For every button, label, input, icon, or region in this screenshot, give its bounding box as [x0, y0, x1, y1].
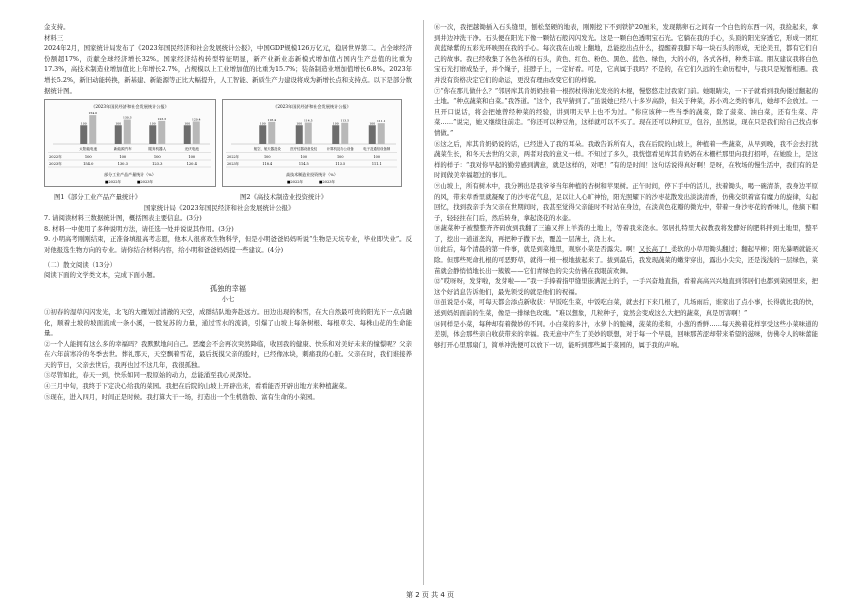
- essay-paragraph-3: ③尽管如此，春天一到，快乐如同一股原始的动力，总能涌至我心灵深处。: [44, 371, 255, 380]
- bar-label-2023: 114.5: [303, 118, 313, 123]
- bar-2022: [296, 125, 303, 144]
- material-3-title: 材料三: [44, 33, 64, 42]
- figure-source-caption: 国家统计局《2023年国民经济和社会发展统计公报》: [144, 204, 295, 213]
- row-label-2022: 2022年: [227, 155, 240, 160]
- table-cell-2023: 113.5: [335, 162, 346, 167]
- table-cell-2022: 100: [373, 155, 380, 160]
- category-label: 计算机及办公设备: [326, 147, 354, 152]
- bar-label-2022: 100: [259, 121, 266, 126]
- essay-author: 小七: [221, 295, 235, 304]
- essay-paragraph-4: ④三月中旬，我终于下定决心给我的菜园。我把在后院的山坡上开辟出来，看看能否开辟出地方来种植蔬菜。: [44, 382, 351, 391]
- essay-paragraph-7: ⑦“你在那儿做什么？”邻居库其肯奶奶拄着一根拐杖得油光发亮的木棍，慢悠悠走过我家门前。她眼睛尖，一下子就看到我佝偻过翻起的土地。“种点蔬菜和白菜。”我答道。“这个，我早猜到了。”虽说她已经八十多岁高龄，但关于种菜，苏小鸡之类的事儿，她却不会放过。一旦开口说话，将会把她曾经种菜的经验，讲到明天早上也不为过。“你应该种一些当季的蔬菜，除了菠菜、油白菜，还有生菜、芹菜……”说完，她又继续往前走。“你还可以种豆角，这样就可以不买了。现在还可以种豇豆，包谷，虽然说，现在只是我们给自己找点事情做。”: [434, 86, 818, 137]
- chart-2-title: 《2023年国民经济和社会发展统计公报》: [273, 104, 351, 110]
- chart-2-legend-a: ■2022年: [287, 180, 304, 185]
- essay-paragraph-10: ⑩蔬菜种子被整整齐齐码放到我翻了三遍又拌上羊粪的土地上，等着我来浇水。邻居扎特里大叔教我将发酵好的肥料拌到土地里，整平了，挖出一道道垄沟，再把种子撒下去，覆盖一层薄土，浇上水。: [434, 224, 818, 243]
- category-label: 医疗仪器设备及仪: [290, 147, 318, 152]
- bar-label-2022: 100: [149, 121, 156, 126]
- chart-1-title: 《2023年国民经济和社会发展统计公报》: [91, 104, 169, 110]
- chart-2-legend-b: ■2023年: [319, 180, 336, 185]
- chart-2: [222, 99, 402, 187]
- continuation-line: 金支持。: [44, 23, 70, 31]
- chart-area: [44, 99, 412, 211]
- chart-1-legend-b: ■2023年: [137, 180, 154, 185]
- right-column: [434, 22, 818, 350]
- bar-2023: [268, 122, 275, 144]
- row-label-2022: 2022年: [49, 155, 62, 160]
- category-label: 太阳能电池: [79, 147, 98, 152]
- bar-label-2022: 100: [115, 121, 122, 126]
- row-label-2023: 2023年: [227, 162, 240, 167]
- bar-label-2023: 111.1: [376, 119, 386, 124]
- bar-2022: [332, 125, 339, 144]
- bar-2022: [184, 125, 191, 144]
- question-7: 7. 请阅读材料三数据统计图，概括图表主要信息。(3分): [44, 214, 202, 223]
- essay-paragraph-13: ⑬虽说是小菜，可每天都会添点新收获：早饭吃生菜，中饭吃白菜，就去打下来几根了，几场雨后，谁家出了点小事，长得就比我的快，送到妈妈面前的生菜，像是一排绿色玫瑰。“难以想象，几粒种子，竟然会变成这么大把的蔬菜，真是厉害啊！”: [434, 298, 818, 318]
- bar-label-2023: 113.5: [340, 118, 350, 123]
- bar-label-2023: 123.3: [157, 117, 167, 122]
- essay-paragraph-11: [434, 244, 818, 276]
- table-cell-2022: 100: [337, 155, 344, 160]
- bar-2023: [124, 120, 131, 144]
- essay-paragraph-6: ⑥一次，我把越锄插入石头缝里，刨松坚硬的地表，刚刚挖下不到铁铲20厘米，发现鹅卵石之间有一个白色的东西一闪，我捡起来，拿到井边冲洗干净。石头便在阳光下像一颗钻石般闪闪发光。这是一颗白色透明宝石光。它躺在我的手心，头顶的阳光穿透它，形成一团红黄蓝绿紫的五彩光环映照在我的手心。每次我在山坡上翻地，总能挖出点什么，提醒着我脚下每一块石头的形成，无论美丑，都有它们自己的故事。我已经收集了各色各样的石头，黄色、红色、粉色、黑色、蓝色、绿色，大的小的，各式各样，种类丰富。朋友建议我将白色宝石光打磨成坠子，并个绳子，挂脖子上，一定好看。可是，它真属于我吗？不是的，在它们久远的生命历程中，与我只是短暂相遇。我并没有资格决定它们的命运，更没有理由改变它们的样貌。: [434, 23, 818, 84]
- bar-label-2022: 100: [184, 121, 191, 126]
- row-label-2023: 2023年: [49, 162, 62, 167]
- table-cell-2022: 100: [300, 155, 307, 160]
- bar-label-2022: 100: [332, 121, 339, 126]
- chart-1: [44, 99, 216, 187]
- bar-label-2022: 100: [80, 121, 87, 126]
- p11-end: 柔软的小草用锄头翻过；翻起早柳；阳光暴晒就能灭除。但那些死命扎根的可恶野草，就得一根一根地拔起来了。拔到最后，我发现蔬菜的嫩芽穿出，露出小尖尖，还是浅浅的一层绿色，菜苗就会静悄悄地长出一簇簇——它们青绿色的尖尖仿佛在我眼前欢舞。: [434, 245, 819, 275]
- essay-paragraph-5: ⑤现在，进入四月，时间正是时候。我打算大干一场，打造出一个生机勃勃、富有生命的小菜园。: [44, 392, 319, 401]
- category-label: 航空、航天器及设: [253, 147, 281, 152]
- column-divider: [423, 20, 424, 585]
- material-3-text: 2024年2月，国家统计局发布了《2023年国民经济和社会发展统计公报》，中国GDP规模126万亿元，稳居世界第二。占全球经济份额超17%，贡献全球经济增长32%。国家经济结构转型特征明显，新产业新业态新模式增加值占国内生产总值的比重为17.3%，高技术制造业增加值比上年增长2.7%，占规模以上工业增加值的比重为15.7%；装备制造业增加值增长6.8%。2023年增长5.2%，新旧动能转换，新基建、新能源等正比大幅提升，人工智能、新质生产力建设将成为新增长点和支持点。以下是部分数据统计图。: [44, 44, 412, 95]
- essay-paragraph-14: ⑭同样是小菜，每种却有着微妙的不同。小白菜的多汁，水萝卜的脆辣，菠菜的柔和，小葱的香鲜……每天换着花样享受这些小菜味道的差别，体会那些亲自收获带来的幸福。我无意中产生了美妙的联想，对于每一个早晨，回味那苦涩却带来希望的滋味，仿佛令人的味蕾能够打开心里那扇门，简单冲洗便可以放下一切，能听到那些属于菜园的，属于我的声响。: [434, 319, 818, 349]
- figure-1-caption: 图1《部分工业产品产量统计》: [54, 193, 142, 202]
- question-8: 8. 材料一中使用了多种说明方法，请任选一处并说说其作用。(3分): [44, 224, 234, 233]
- table-cell-2023: 118.4: [262, 162, 273, 167]
- essay-title: 孤独的幸福: [210, 283, 246, 293]
- chart-1-svg: [45, 100, 215, 186]
- bar-2022: [115, 125, 122, 144]
- section-2-heading: （二）散文阅读（13分）: [44, 260, 117, 269]
- essay-paragraph-8: ⑧这之后，库其肯奶奶说的话，已经进入了我的耳朵。我敢告诉所有人，我在后院的山坡上，种植着一些蔬菜，从早到晚，我不会去打扰蔬菜生长，和冬天去世的父亲，两者对我的意义一样。不知过了多久，我恍惚看见库其肯奶奶在木栅栏那里向我打招呼，在她脸上，是这样的样子：“我对你早起的勤劳感到满意，就是这样的，对吧！”有的是时间！这句话说得真好啊！是呀，在牧场的慢生活中，我们有的是时间做美幸福超过的事儿。: [434, 139, 818, 180]
- bar-label-2023: 118.4: [267, 117, 277, 122]
- chart-2-bottom: 高技术制造业投资统计（%）: [286, 172, 338, 178]
- category-label: 新能源汽车: [113, 147, 132, 152]
- section-2-instruction: 阅读下面的文学类文本，完成下面小题。: [44, 271, 160, 280]
- page-footer: 第 2 页 共 4 页: [405, 591, 455, 599]
- table-cell-2022: 100: [84, 155, 92, 160]
- category-label: 光伏电池: [184, 147, 199, 152]
- table-cell-2023: 130.3: [117, 162, 128, 167]
- table-cell-2023: 120.4: [186, 162, 197, 167]
- bar-label-2022: 100: [369, 121, 376, 126]
- figure-2-caption: 图2《高技术制造业投资统计》: [240, 193, 328, 202]
- table-cell-2022: 100: [119, 155, 127, 160]
- chart-1-bottom: 部分工业产品产量统计（%）: [104, 172, 156, 178]
- bar-2022: [149, 125, 156, 144]
- chart-1-legend-a: ■2022年: [105, 180, 122, 185]
- table-cell-2023: 111.1: [371, 162, 382, 167]
- table-cell-2022: 100: [264, 155, 271, 160]
- category-label: 服务机器人: [148, 147, 167, 152]
- table-cell-2023: 154.0: [83, 162, 94, 167]
- chart-2-svg: [223, 100, 401, 186]
- bar-2023: [89, 115, 96, 144]
- table-cell-2023: 123.3: [152, 162, 163, 167]
- p11-start: ⑪此后，每个清晨的第一件事，就是到菜地里，观察小菜是否露尖。啊！: [434, 245, 639, 254]
- essay-paragraph-12: ⑫“哎呀呀，发芽啦，发芽啦——”我一手捧着指甲缝里嵌满泥土的手，一手兴奋地直指，看着高高兴兴地直到邻居们也都到菜园里来，把这个好消息告诉他们，最先领受的就是他们的祝福。: [434, 277, 818, 296]
- bar-label-2022: 100: [296, 121, 303, 126]
- question-9: 9. 小明高考刚刚结束，正准备填报高考志愿，他本人很喜欢生物科学，但是小明爸爸妈妈听说“生物是天坑专业，毕业即失业”。反对他报选生物方向的专业。请你结合材料内容，给小明和爸爸妈妈提一些建议。(4分): [44, 235, 412, 254]
- bar-2023: [378, 123, 385, 144]
- p11-underlined: 又长高了！: [638, 245, 671, 254]
- bar-2023: [341, 123, 348, 144]
- table-cell-2023: 114.5: [298, 162, 309, 167]
- left-column: [44, 22, 412, 402]
- bar-label-2023: 120.4: [191, 117, 201, 122]
- bar-2022: [369, 125, 376, 144]
- bar-2022: [80, 125, 87, 144]
- bar-2023: [158, 121, 165, 144]
- essay-paragraph-9: ⑨山坡上，所有树木中，我分辨出是我爷爷当年种植的杏树和苹果树。正午时间，停下手中的活儿，扶着锄头，喝一碗清茶，我身边平原的风，带来草香里就凝聚了的沙枣花气息，足以让人心旷神怡，阳光照耀下的沙枣花散发出淡淡清香，仿佛交织着富有魔力的旋律，勾起回忆，找到我亲手为父亲在世期间时，我甚至觉得父亲能时不时站在身边，在淡黄色花瓣的微光中，带着一身沙枣花的香味儿，他摘下帽子，轻轻拄在门后，然后转身，拿起浇花的水壶。: [434, 181, 818, 222]
- table-cell-2022: 100: [188, 155, 196, 160]
- table-cell-2022: 100: [153, 155, 161, 160]
- bar-label-2023: 154.0: [88, 111, 98, 116]
- bar-2022: [259, 125, 266, 144]
- essay-paragraph-2: ②一个人能拥有这么多的幸福吗？我默默地问自己。恶魔会不会再次突然降临，收回我的健康、快乐和对美好未来的憧憬呢？父亲在六年前寒冷的冬季去世。葬礼那天，天空飘着雪花，最后抚摸父亲的脸时，已经像冰块，刺痛我的心脏。父亲在时，我们谁接养天的节日，父亲去世后，我再也过不这几年，我很孤独。: [44, 339, 412, 369]
- bar-label-2023: 130.3: [122, 115, 132, 120]
- bar-2023: [193, 122, 200, 145]
- essay-paragraph-1: ①初春的湿草闪闪发光，北飞的大雁划过清澈的天空，成群结队地奔赴远方。田边出现的积雪，在大自然最可贵的阳光下一点点融化，顺着土坡的坡面流成一条小溪，一股复苏的力量，通过雪水的流淌，引爆了山坡上每条树根、每根草尖、每株山花的生命能量。: [44, 307, 412, 338]
- bar-2023: [305, 123, 312, 144]
- category-label: 电子及通信设备制: [363, 147, 391, 152]
